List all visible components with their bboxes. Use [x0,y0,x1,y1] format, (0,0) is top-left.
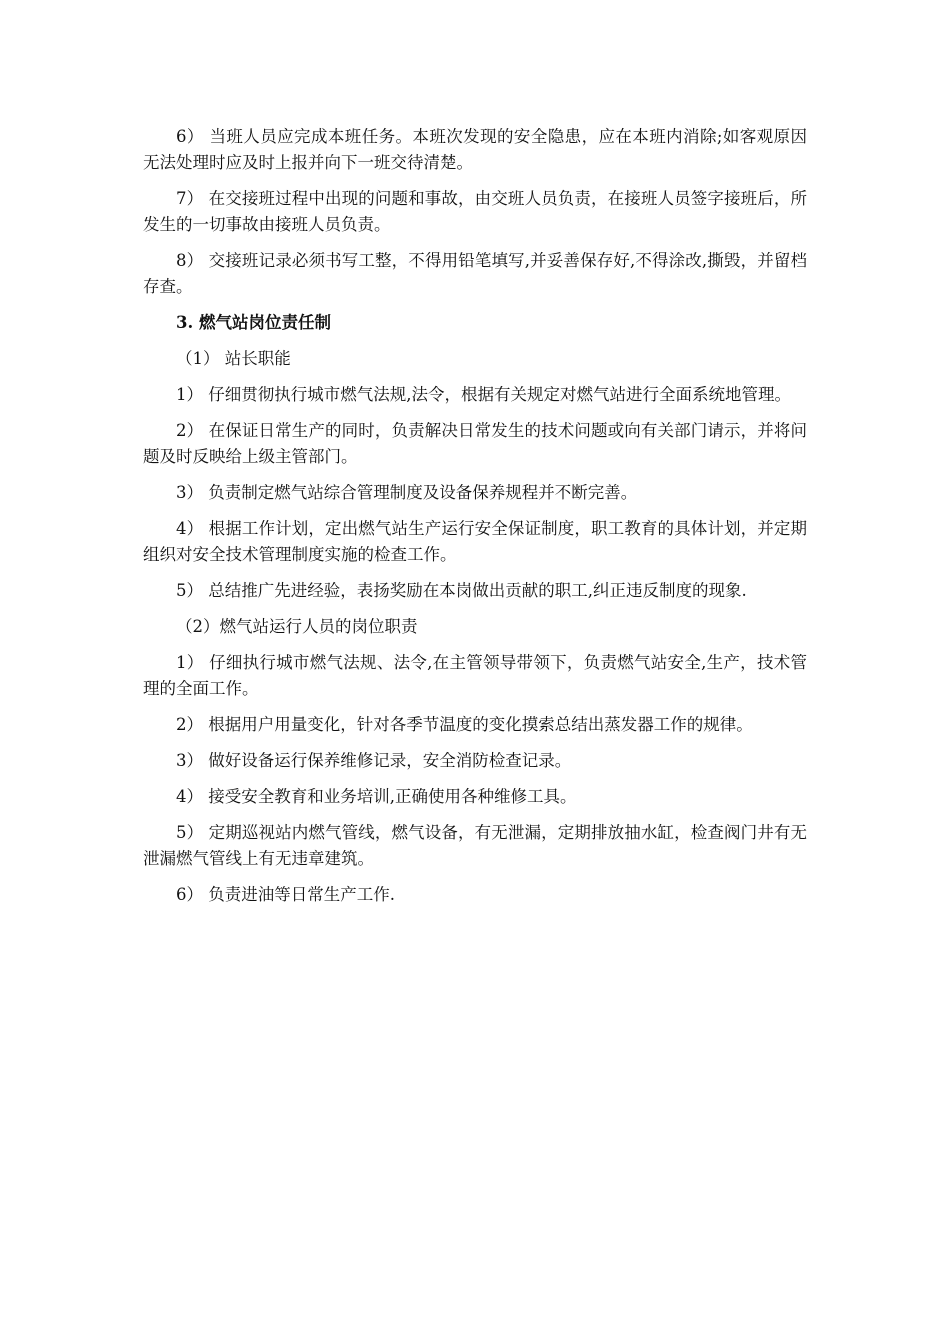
paragraph-manager-item-1: 1） 仔细贯彻执行城市燃气法规,法令，根据有关规定对燃气站进行全面系统地管理。 [176,385,791,404]
paragraph-operator-item-4: 4） 接受安全教育和业务培训,正确使用各种维修工具。 [176,787,577,806]
subheading-station-manager: （1） 站长职能 [176,349,291,368]
paragraph-operator-item-3: 3） 做好设备运行保养维修记录，安全消防检查记录。 [176,751,572,770]
paragraph-operator-item-6: 6） 负责进油等日常生产工作. [176,885,395,904]
document-page [143,124,807,918]
paragraph-manager-item-4: 4） 根据工作计划，定出燃气站生产运行安全保证制度，职工教育的具体计划，并定期组织对安全技术管理制度实施的检查工作。 [143,519,807,564]
paragraph-manager-item-5: 5） 总结推广先进经验，表扬奖励在本岗做出贡献的职工,纠正违反制度的现象. [176,581,747,600]
paragraph-operator-item-5: 5） 定期巡视站内燃气管线，燃气设备，有无泄漏，定期排放抽水缸，检查阀门井有无泄漏燃气管线上有无违章建筑。 [143,823,807,868]
paragraph-shift-item-8: 8） 交接班记录必须书写工整，不得用铅笔填写,并妥善保存好,不得涂改,撕毁，并留档存查。 [143,251,807,296]
paragraph-shift-item-7: 7） 在交接班过程中出现的问题和事故，由交班人员负责，在接班人员签字接班后，所发生的一切事故由接班人员负责。 [143,189,807,234]
paragraph-manager-item-3: 3） 负责制定燃气站综合管理制度及设备保养规程并不断完善。 [176,483,638,502]
paragraph-manager-item-2: 2） 在保证日常生产的同时，负责解决日常发生的技术问题或向有关部门请示，并将问题及时反映给上级主管部门。 [143,421,807,466]
section-heading-responsibility: 3. 燃气站岗位责任制 [176,313,331,332]
paragraph-operator-item-2: 2） 根据用户用量变化，针对各季节温度的变化摸索总结出蒸发器工作的规律。 [176,715,753,734]
paragraph-shift-item-6: 6） 当班人员应完成本班任务。本班次发现的安全隐患，应在本班内消除;如客观原因无法处理时应及时上报并向下一班交待清楚。 [143,127,807,172]
paragraph-operator-item-1: 1） 仔细执行城市燃气法规、法令,在主管领导带领下，负责燃气站安全,生产，技术管理的全面工作。 [143,653,807,698]
subheading-operators: （2）燃气站运行人员的岗位职责 [176,617,418,636]
